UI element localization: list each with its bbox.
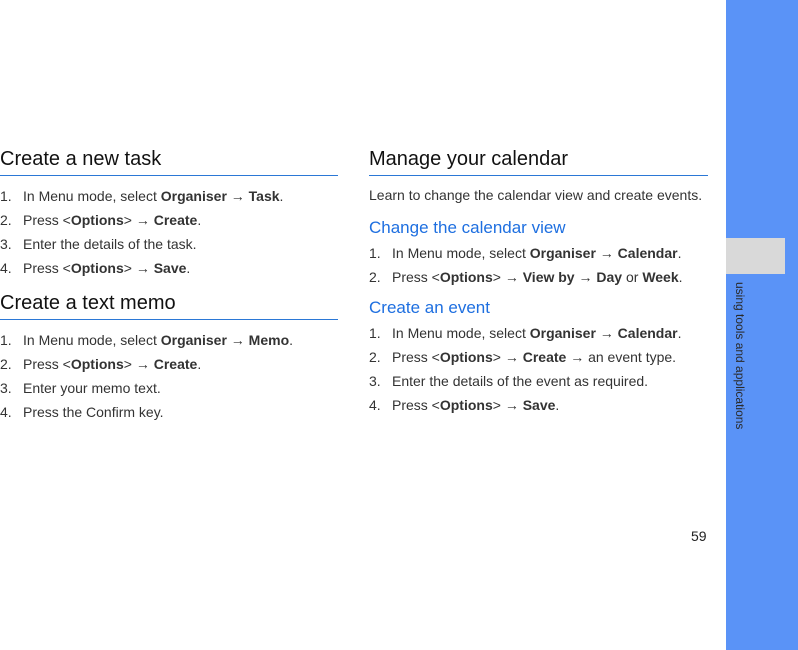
text-memo-steps [0, 328, 338, 424]
chapter-tab [726, 238, 785, 274]
list-item: 1. In Menu mode, select Organiser → Task. [0, 188, 284, 204]
list-item: 2. Press <Options> → Create → an event type. [369, 349, 677, 365]
list-item: 3. Enter the details of the task. [0, 236, 197, 252]
list-item: 4. Press the Confirm key. [0, 404, 164, 420]
list-item: 3. Enter the details of the event as required. [369, 373, 649, 389]
subsection-title-change-view: Change the calendar view [369, 218, 566, 237]
list-item: 2. Press <Options> → View by → Day or Week. [369, 269, 683, 285]
list-item: 3. Enter your memo text. [0, 380, 161, 396]
new-task-steps [0, 184, 338, 280]
section-title-calendar: Manage your calendar [369, 148, 708, 176]
list-item: 4. Press <Options> → Save. [369, 397, 560, 413]
create-event-steps [369, 321, 708, 417]
right-column [369, 148, 708, 417]
section-title-new-task: Create a new task [0, 148, 338, 176]
chapter-label: using tools and applications [733, 282, 747, 430]
list-item: 2. Press <Options> → Create. [0, 212, 202, 228]
list-item: 1. In Menu mode, select Organiser → Calendar. [369, 245, 682, 261]
change-view-steps [369, 241, 708, 289]
subsection-title-create-event: Create an event [369, 298, 490, 317]
section-title-text-memo: Create a text memo [0, 292, 338, 320]
page-number: 59 [691, 528, 707, 544]
list-item: 2. Press <Options> → Create. [0, 356, 202, 372]
list-item: 1. In Menu mode, select Organiser → Calendar. [369, 325, 682, 341]
left-column [0, 148, 338, 424]
calendar-intro: Learn to change the calendar view and create events. [369, 187, 703, 203]
list-item: 4. Press <Options> → Save. [0, 260, 191, 276]
list-item: 1. In Menu mode, select Organiser → Memo. [0, 332, 294, 348]
